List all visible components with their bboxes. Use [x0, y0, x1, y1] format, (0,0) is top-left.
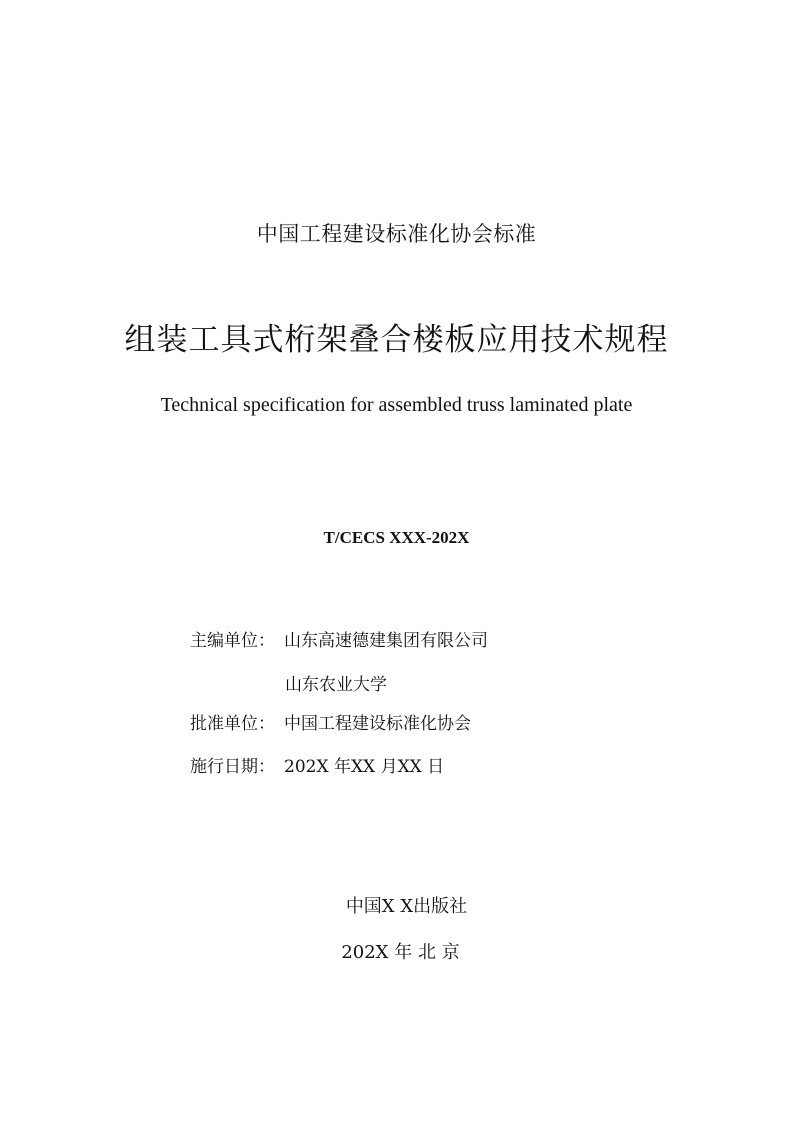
effective-date-value: 202X 年XX 月XX 日 [284, 757, 445, 777]
approver-row [190, 709, 471, 734]
standard-code: T/CECS XXX-202X [323, 528, 470, 547]
document-title-english: Technical specification for assembled truss laminated plate [160, 394, 633, 416]
approver-label: 批准单位： [190, 714, 275, 734]
publisher: 中国X X出版社 [345, 896, 468, 917]
approver-unit: 中国工程建设标准化协会 [284, 714, 471, 734]
publication-place-year: 202X 年 北 京 [341, 942, 460, 963]
issuer-line: 中国工程建设标准化协会标准 [256, 222, 537, 246]
chief-editor-unit-1: 山东高速德建集团有限公司 [284, 631, 488, 651]
effective-date-label: 施行日期： [190, 757, 275, 777]
effective-date-row [190, 752, 444, 777]
chief-editor-row-2 [285, 670, 387, 695]
document-title-chinese: 组装工具式桁架叠合楼板应用技术规程 [124, 322, 669, 358]
chief-editor-row [190, 626, 488, 651]
chief-editor-label: 主编单位： [190, 631, 275, 651]
chief-editor-unit-2: 山东农业大学 [285, 675, 387, 695]
